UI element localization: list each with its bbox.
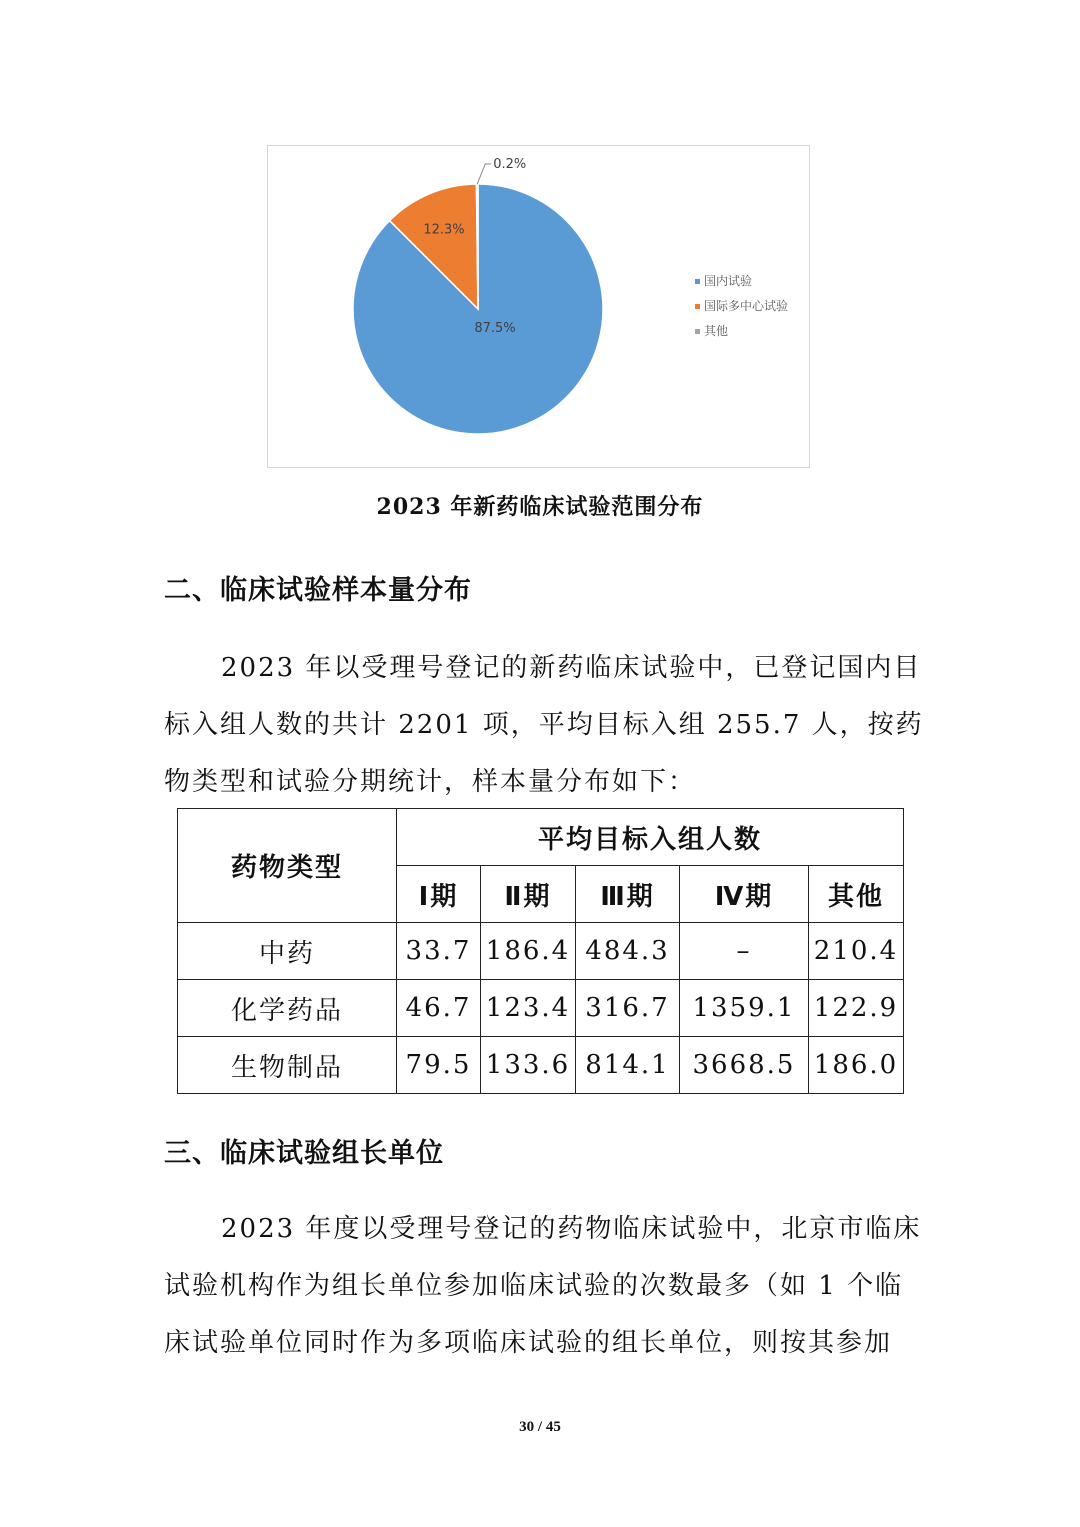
pie-value-label: 0.2%	[493, 157, 527, 173]
table-row	[178, 923, 904, 980]
pie-value-label: 87.5%	[474, 321, 516, 336]
table-cell: 210.4	[809, 923, 904, 980]
table-header-phase: Ⅰ期	[397, 866, 481, 923]
page-number: 30 / 45	[519, 1419, 561, 1435]
legend-label: 国内试验	[704, 274, 753, 288]
table-cell: 122.9	[809, 980, 904, 1037]
table-cell: 484.3	[576, 923, 680, 980]
legend-swatch	[695, 329, 700, 334]
table-cell: –	[680, 923, 809, 980]
paragraph-line: 床试验单位同时作为多项临床试验的组长单位，则按其参加	[164, 1328, 893, 1358]
pie-chart-svg	[268, 146, 811, 469]
table-cell: 46.7	[397, 980, 481, 1037]
pie-value-label: 12.3%	[423, 222, 465, 238]
paragraph-lead-unit	[164, 1201, 922, 1372]
legend-label: 国际多中心试验	[704, 299, 789, 313]
table-cell-type: 中药	[178, 923, 397, 980]
paragraph-line: 2023 年度以受理号登记的药物临床试验中，北京市临床	[221, 1214, 922, 1244]
paragraph-sample-size	[164, 640, 924, 811]
pie-leader-line	[477, 164, 491, 184]
table-cell: 186.0	[809, 1037, 904, 1094]
paragraph-line: 试验机构作为组长单位参加临床试验的次数最多（如 1 个临	[164, 1271, 904, 1301]
table-cell: 1359.1	[680, 980, 809, 1037]
paragraph-line: 物类型和试验分期统计，样本量分布如下：	[164, 767, 697, 797]
pie-chart	[267, 145, 810, 468]
table-header-phase: Ⅲ期	[576, 866, 680, 923]
table-header-phase: 其他	[809, 866, 904, 923]
table-cell: 123.4	[481, 980, 576, 1037]
table-header-phase: Ⅱ期	[481, 866, 576, 923]
section-heading-lead-unit: 三、临床试验组长单位	[164, 1138, 444, 1169]
table-row	[178, 980, 904, 1037]
table-cell: 133.6	[481, 1037, 576, 1094]
paragraph-line: 标入组人数的共计 2201 项，平均目标入组 255.7 人，按药	[164, 710, 924, 740]
table-cell-type: 化学药品	[178, 980, 397, 1037]
legend-label: 其他	[704, 324, 729, 338]
section-heading-sample-size: 二、临床试验样本量分布	[164, 575, 472, 606]
legend-swatch	[695, 304, 700, 309]
sample-size-table	[177, 808, 904, 1094]
legend-swatch	[695, 279, 700, 284]
chart-caption: 2023 年新药临床试验范围分布	[376, 494, 704, 520]
table-header-drug-type: 药物类型	[178, 809, 397, 923]
table-cell: 186.4	[481, 923, 576, 980]
table-cell: 3668.5	[680, 1037, 809, 1094]
table-header-avg-enrollment: 平均目标入组人数	[397, 809, 904, 866]
table-cell: 316.7	[576, 980, 680, 1037]
paragraph-line: 2023 年以受理号登记的新药临床试验中，已登记国内目	[221, 653, 922, 683]
table-row	[178, 1037, 904, 1094]
table-cell: 33.7	[397, 923, 481, 980]
table-cell: 79.5	[397, 1037, 481, 1094]
table-cell-type: 生物制品	[178, 1037, 397, 1094]
table-cell: 814.1	[576, 1037, 680, 1094]
table-header-phase: Ⅳ期	[680, 866, 809, 923]
